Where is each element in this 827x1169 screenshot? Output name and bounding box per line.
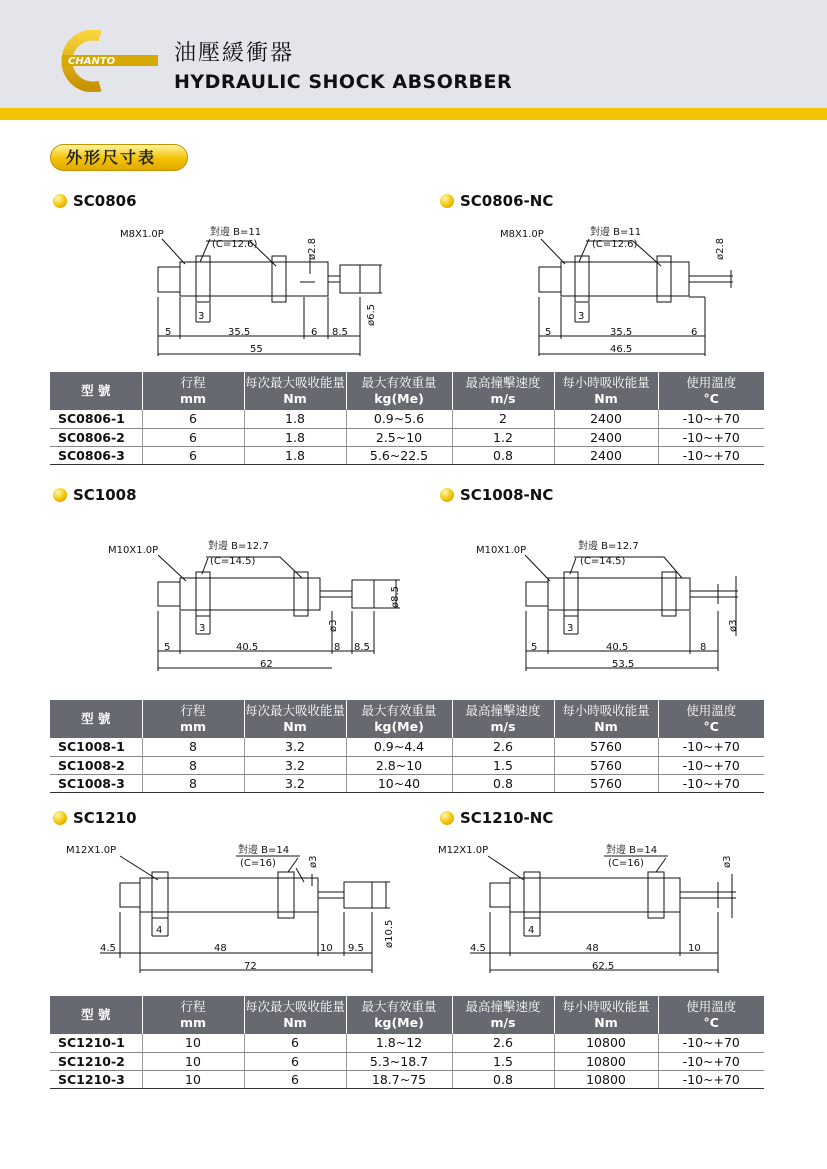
svg-text:(C=16): (C=16) bbox=[240, 858, 276, 869]
dimension-drawing-nc bbox=[485, 218, 755, 360]
column-header: 最高撞擊速度 m/s bbox=[452, 372, 554, 410]
svg-text:8.5: 8.5 bbox=[354, 642, 370, 653]
svg-text:(C=14.5): (C=14.5) bbox=[210, 556, 256, 567]
column-header: 每次最大吸收能量 Nm bbox=[244, 700, 346, 738]
svg-text:3: 3 bbox=[198, 311, 205, 322]
page-title-cn: 油壓緩衝器 bbox=[174, 41, 295, 66]
model-title-nc: SC0806-NC bbox=[440, 192, 553, 210]
svg-text:ø3: ø3 bbox=[308, 855, 319, 868]
svg-text:6: 6 bbox=[311, 327, 318, 338]
bullet-icon bbox=[440, 488, 454, 502]
column-header: 使用溫度 °C bbox=[658, 996, 764, 1034]
svg-text:對邊 B=11: 對邊 B=11 bbox=[210, 227, 262, 238]
svg-text:M8X1.0P: M8X1.0P bbox=[120, 229, 164, 240]
svg-text:6: 6 bbox=[691, 327, 698, 338]
column-header: 型 號 bbox=[50, 996, 142, 1034]
header-accent-bar bbox=[0, 108, 827, 120]
svg-text:35.5: 35.5 bbox=[610, 327, 633, 338]
table-header-row bbox=[50, 700, 764, 738]
table-row: SC1210-2 10 6 5.3~18.7 1.5 10800 -10~+70 bbox=[50, 1052, 764, 1070]
section-label: 外形尺寸表 bbox=[50, 144, 188, 171]
svg-text:8.5: 8.5 bbox=[332, 327, 348, 338]
svg-text:M8X1.0P: M8X1.0P bbox=[500, 229, 544, 240]
svg-text:48: 48 bbox=[214, 943, 227, 954]
bullet-icon bbox=[53, 488, 67, 502]
svg-text:ø2.8: ø2.8 bbox=[307, 237, 318, 260]
svg-text:對邊 B=12.7: 對邊 B=12.7 bbox=[578, 541, 639, 552]
dimension-drawing bbox=[100, 218, 400, 360]
svg-text:對邊 B=12.7: 對邊 B=12.7 bbox=[208, 541, 269, 552]
model-title: SC0806 bbox=[53, 192, 137, 210]
svg-text:(C=12.6): (C=12.6) bbox=[212, 239, 258, 250]
table-row: SC1210-3 10 6 18.7~75 0.8 10800 -10~+70 bbox=[50, 1070, 764, 1088]
page-title-en: HYDRAULIC SHOCK ABSORBER bbox=[174, 71, 513, 93]
svg-text:8: 8 bbox=[334, 642, 341, 653]
svg-text:5: 5 bbox=[165, 327, 172, 338]
bullet-icon bbox=[440, 811, 454, 825]
svg-text:ø3: ø3 bbox=[722, 855, 733, 868]
svg-text:對邊 B=14: 對邊 B=14 bbox=[606, 845, 658, 856]
dimension-drawing-nc bbox=[470, 536, 760, 676]
bullet-icon bbox=[53, 194, 67, 208]
column-header: 最大有效重量 kg(Me) bbox=[346, 996, 452, 1034]
svg-text:62.5: 62.5 bbox=[592, 961, 615, 972]
svg-text:ø3: ø3 bbox=[728, 619, 739, 632]
table-row: SC0806-3 6 1.8 5.6~22.5 0.8 2400 -10~+70 bbox=[50, 446, 764, 464]
column-header: 每次最大吸收能量 Nm bbox=[244, 996, 346, 1034]
bullet-icon bbox=[440, 194, 454, 208]
column-header: 每小時吸收能量 Nm bbox=[554, 700, 658, 738]
model-title-nc: SC1008-NC bbox=[440, 486, 553, 504]
dimension-drawing-nc bbox=[436, 838, 756, 978]
svg-text:9.5: 9.5 bbox=[348, 943, 364, 954]
svg-text:3: 3 bbox=[567, 623, 574, 634]
spec-table bbox=[50, 372, 764, 465]
spec-table bbox=[50, 996, 764, 1089]
table-row: SC0806-2 6 1.8 2.5~10 1.2 2400 -10~+70 bbox=[50, 428, 764, 446]
svg-text:4: 4 bbox=[156, 925, 163, 936]
svg-text:(C=14.5): (C=14.5) bbox=[580, 556, 626, 567]
svg-text:5: 5 bbox=[531, 642, 538, 653]
svg-text:62: 62 bbox=[260, 659, 273, 670]
column-header: 最大有效重量 kg(Me) bbox=[346, 372, 452, 410]
svg-text:(C=12.6): (C=12.6) bbox=[592, 239, 638, 250]
svg-text:55: 55 bbox=[250, 344, 263, 355]
svg-text:48: 48 bbox=[586, 943, 599, 954]
svg-text:ø2.8: ø2.8 bbox=[715, 237, 726, 260]
svg-text:CHANTO: CHANTO bbox=[68, 56, 116, 67]
column-header: 每小時吸收能量 Nm bbox=[554, 996, 658, 1034]
svg-text:ø8.5: ø8.5 bbox=[390, 585, 401, 608]
model-title: SC1210 bbox=[53, 809, 137, 827]
svg-text:5: 5 bbox=[164, 642, 171, 653]
svg-text:ø6.5: ø6.5 bbox=[366, 303, 377, 326]
column-header: 最高撞擊速度 m/s bbox=[452, 996, 554, 1034]
bullet-icon bbox=[53, 811, 67, 825]
svg-text:M10X1.0P: M10X1.0P bbox=[476, 545, 527, 556]
column-header: 型 號 bbox=[50, 372, 142, 410]
table-row: SC1008-1 8 3.2 0.9~4.4 2.6 5760 -10~+70 bbox=[50, 738, 764, 756]
svg-text:40.5: 40.5 bbox=[236, 642, 259, 653]
table-header-row bbox=[50, 372, 764, 410]
dimension-drawing bbox=[60, 838, 420, 978]
table-row: SC1210-1 10 6 1.8~12 2.6 10800 -10~+70 bbox=[50, 1034, 764, 1052]
table-header-row bbox=[50, 996, 764, 1034]
column-header: 行程 mm bbox=[142, 700, 244, 738]
svg-text:3: 3 bbox=[199, 623, 206, 634]
svg-text:5: 5 bbox=[545, 327, 552, 338]
svg-text:8: 8 bbox=[700, 642, 707, 653]
svg-text:對邊 B=11: 對邊 B=11 bbox=[590, 227, 642, 238]
svg-text:(C=16): (C=16) bbox=[608, 858, 644, 869]
column-header: 行程 mm bbox=[142, 372, 244, 410]
model-title-nc: SC1210-NC bbox=[440, 809, 553, 827]
chanto-logo bbox=[48, 30, 160, 92]
column-header: 每小時吸收能量 Nm bbox=[554, 372, 658, 410]
model-title: SC1008 bbox=[53, 486, 137, 504]
svg-text:46.5: 46.5 bbox=[610, 344, 633, 355]
table-row: SC1008-2 8 3.2 2.8~10 1.5 5760 -10~+70 bbox=[50, 756, 764, 774]
svg-text:對邊 B=14: 對邊 B=14 bbox=[238, 845, 290, 856]
dimension-drawing bbox=[100, 536, 420, 676]
svg-text:10: 10 bbox=[688, 943, 701, 954]
svg-text:4: 4 bbox=[528, 925, 535, 936]
svg-text:72: 72 bbox=[244, 961, 257, 972]
svg-text:4.5: 4.5 bbox=[100, 943, 116, 954]
svg-text:10: 10 bbox=[320, 943, 333, 954]
column-header: 最大有效重量 kg(Me) bbox=[346, 700, 452, 738]
svg-text:ø10.5: ø10.5 bbox=[384, 919, 395, 948]
column-header: 每次最大吸收能量 Nm bbox=[244, 372, 346, 410]
svg-text:M12X1.0P: M12X1.0P bbox=[66, 845, 117, 856]
svg-text:40.5: 40.5 bbox=[606, 642, 629, 653]
column-header: 行程 mm bbox=[142, 996, 244, 1034]
column-header: 使用溫度 °C bbox=[658, 700, 764, 738]
svg-text:4.5: 4.5 bbox=[470, 943, 486, 954]
svg-text:M12X1.0P: M12X1.0P bbox=[438, 845, 489, 856]
svg-text:35.5: 35.5 bbox=[228, 327, 251, 338]
svg-text:ø3: ø3 bbox=[328, 619, 339, 632]
column-header: 最高撞擊速度 m/s bbox=[452, 700, 554, 738]
svg-text:3: 3 bbox=[578, 311, 585, 322]
table-row: SC0806-1 6 1.8 0.9~5.6 2 2400 -10~+70 bbox=[50, 410, 764, 428]
svg-text:53.5: 53.5 bbox=[612, 659, 635, 670]
spec-table bbox=[50, 700, 764, 793]
column-header: 使用溫度 °C bbox=[658, 372, 764, 410]
svg-text:M10X1.0P: M10X1.0P bbox=[108, 545, 159, 556]
column-header: 型 號 bbox=[50, 700, 142, 738]
table-row: SC1008-3 8 3.2 10~40 0.8 5760 -10~+70 bbox=[50, 774, 764, 792]
